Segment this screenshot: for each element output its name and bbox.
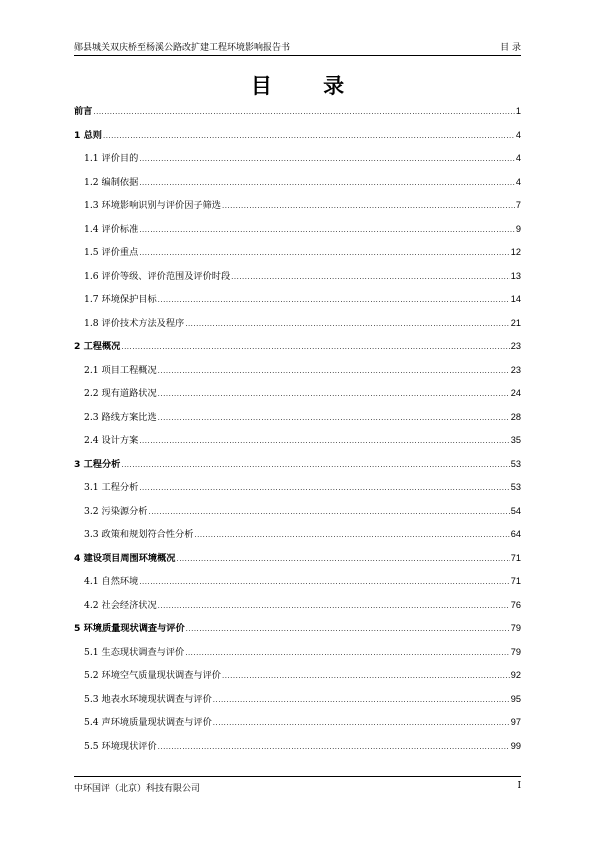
toc-section-entry[interactable] (74, 150, 521, 174)
toc-entry-page: 53 (510, 458, 521, 469)
toc-section-entry[interactable] (74, 597, 521, 621)
toc-entry-page: 7 (515, 200, 521, 210)
toc-entry-page: 92 (510, 670, 521, 680)
toc-dot-leader (222, 202, 515, 210)
toc-dot-leader (222, 672, 510, 680)
toc-entry-label: 3.2 污染源分析 (84, 505, 148, 517)
toc-entry-label: 1.8 评价技术方法及程序 (84, 317, 185, 329)
toc-entry-page: 53 (510, 482, 521, 492)
table-of-contents (74, 103, 521, 761)
toc-entry-label: 1.7 环境保护目标 (84, 294, 157, 305)
toc-entry-label: 5.4 声环境质量现状调查与评价 (84, 717, 212, 728)
toc-entry-page: 23 (510, 341, 521, 351)
toc-section-entry[interactable] (74, 291, 521, 315)
toc-entry-label: 1.5 评价重点 (84, 247, 139, 258)
toc-chapter-entry[interactable] (74, 127, 521, 151)
toc-section-entry[interactable] (74, 244, 521, 268)
toc-dot-leader (213, 719, 510, 727)
toc-entry-page: 28 (510, 411, 521, 422)
toc-entry-label: 3.1 工程分析 (84, 482, 139, 493)
toc-dot-leader (121, 343, 509, 351)
toc-section-entry[interactable] (74, 385, 521, 409)
toc-entry-page: 9 (515, 223, 521, 234)
page-header (74, 38, 521, 56)
toc-entry-label: 3.3 政策和规划符合性分析 (84, 529, 194, 540)
toc-dot-leader (103, 132, 515, 140)
toc-entry-label: 4 建设项目周围环境概况 (74, 552, 176, 564)
toc-section-entry[interactable] (74, 362, 521, 386)
toc-dot-leader (186, 625, 510, 633)
toc-entry-page: 23 (510, 364, 521, 375)
toc-dot-leader (185, 320, 510, 328)
toc-section-entry[interactable] (74, 714, 521, 738)
company-name: 中环国评（北京）科技有限公司 (74, 784, 201, 794)
toc-entry-page: 71 (510, 552, 521, 563)
toc-dot-leader (158, 296, 510, 304)
toc-section-entry[interactable] (74, 738, 521, 762)
toc-dot-leader (231, 273, 510, 281)
toc-chapter-entry[interactable] (74, 550, 521, 574)
document-title: 郧县城关双庆桥至杨溪公路改扩建工程环境影响报告书 (74, 43, 291, 53)
toc-chapter-entry[interactable] (74, 456, 521, 480)
toc-dot-leader (185, 649, 510, 657)
toc-entry-page: 24 (510, 388, 521, 398)
toc-entry-page: 4 (515, 176, 521, 187)
toc-entry-label: 5.5 环境现状评价 (84, 740, 157, 752)
toc-entry-label: 5.3 地表水环境现状调查与评价 (84, 693, 212, 705)
section-label: 目 录 (500, 43, 521, 53)
toc-dot-leader (121, 461, 509, 469)
toc-dot-leader (158, 390, 510, 398)
toc-section-entry[interactable] (74, 315, 521, 339)
toc-entry-page: 64 (510, 529, 521, 539)
toc-entry-label: 2.1 项目工程概况 (84, 364, 157, 376)
toc-dot-leader (158, 414, 510, 422)
toc-dot-leader (139, 249, 509, 257)
toc-dot-leader (139, 179, 515, 187)
toc-dot-leader (176, 555, 509, 563)
page-number: I (517, 781, 521, 791)
toc-entry-page: 12 (510, 247, 521, 257)
toc-section-entry[interactable] (74, 432, 521, 456)
toc-section-entry[interactable] (74, 526, 521, 550)
toc-chapter-entry[interactable] (74, 103, 521, 127)
toc-section-entry[interactable] (74, 573, 521, 597)
toc-entry-page: 99 (510, 740, 521, 751)
toc-entry-label: 5.1 生态现状调查与评价 (84, 646, 185, 658)
toc-entry-label: 1 总则 (74, 129, 102, 141)
toc-entry-label: 前言 (74, 106, 93, 117)
toc-entry-label: 5 环境质量现状调查与评价 (74, 623, 185, 634)
toc-entry-label: 2.2 现有道路状况 (84, 388, 157, 399)
toc-entry-page: 79 (510, 646, 521, 657)
toc-entry-label: 1.4 评价标准 (84, 223, 139, 235)
toc-section-entry[interactable] (74, 174, 521, 198)
toc-dot-leader (213, 696, 510, 704)
toc-dot-leader (158, 367, 510, 375)
toc-entry-page: 97 (510, 717, 521, 727)
toc-dot-leader (139, 437, 509, 445)
toc-entry-label: 4.2 社会经济状况 (84, 599, 157, 611)
toc-section-entry[interactable] (74, 479, 521, 503)
toc-entry-label: 4.1 自然环境 (84, 576, 139, 587)
toc-dot-leader (194, 531, 509, 539)
toc-entry-page: 21 (510, 317, 521, 328)
toc-entry-page: 71 (510, 576, 521, 586)
toc-dot-leader (148, 508, 509, 516)
toc-entry-label: 1.2 编制依据 (84, 176, 139, 188)
toc-section-entry[interactable] (74, 221, 521, 245)
toc-entry-page: 14 (510, 294, 521, 304)
toc-dot-leader (93, 108, 515, 116)
toc-dot-leader (158, 743, 510, 751)
toc-dot-leader (139, 484, 509, 492)
toc-section-entry[interactable] (74, 644, 521, 668)
page-footer (74, 776, 521, 794)
toc-chapter-entry[interactable] (74, 620, 521, 644)
toc-entry-label: 1.1 评价目的 (84, 153, 139, 164)
toc-entry-page: 95 (510, 693, 521, 704)
toc-section-entry[interactable] (74, 268, 521, 292)
toc-chapter-entry[interactable] (74, 338, 521, 362)
toc-entry-page: 1 (515, 106, 521, 116)
toc-section-entry[interactable] (74, 503, 521, 527)
toc-section-entry[interactable] (74, 667, 521, 691)
toc-entry-label: 1.3 环境影响识别与评价因子筛选 (84, 200, 221, 211)
toc-dot-leader (139, 155, 515, 163)
toc-entry-page: 4 (515, 129, 521, 140)
toc-dot-leader (158, 602, 510, 610)
toc-entry-label: 2.4 设计方案 (84, 435, 139, 446)
page-title: 目 录 (250, 73, 367, 98)
toc-entry-page: 54 (510, 505, 521, 516)
toc-entry-page: 13 (510, 270, 521, 281)
toc-entry-label: 5.2 环境空气质量现状调查与评价 (84, 670, 221, 681)
toc-entry-page: 76 (510, 599, 521, 610)
toc-entry-label: 3 工程分析 (74, 458, 121, 470)
toc-entry-page: 35 (510, 435, 521, 445)
toc-section-entry[interactable] (74, 197, 521, 221)
toc-dot-leader (139, 578, 509, 586)
toc-entry-page: 4 (515, 153, 521, 163)
toc-section-entry[interactable] (74, 409, 521, 433)
toc-section-entry[interactable] (74, 691, 521, 715)
toc-dot-leader (139, 226, 515, 234)
toc-entry-page: 79 (510, 623, 521, 633)
toc-entry-label: 2.3 路线方案比选 (84, 411, 157, 423)
toc-entry-label: 2 工程概况 (74, 341, 121, 352)
toc-entry-label: 1.6 评价等级、评价范围及评价时段 (84, 270, 231, 282)
